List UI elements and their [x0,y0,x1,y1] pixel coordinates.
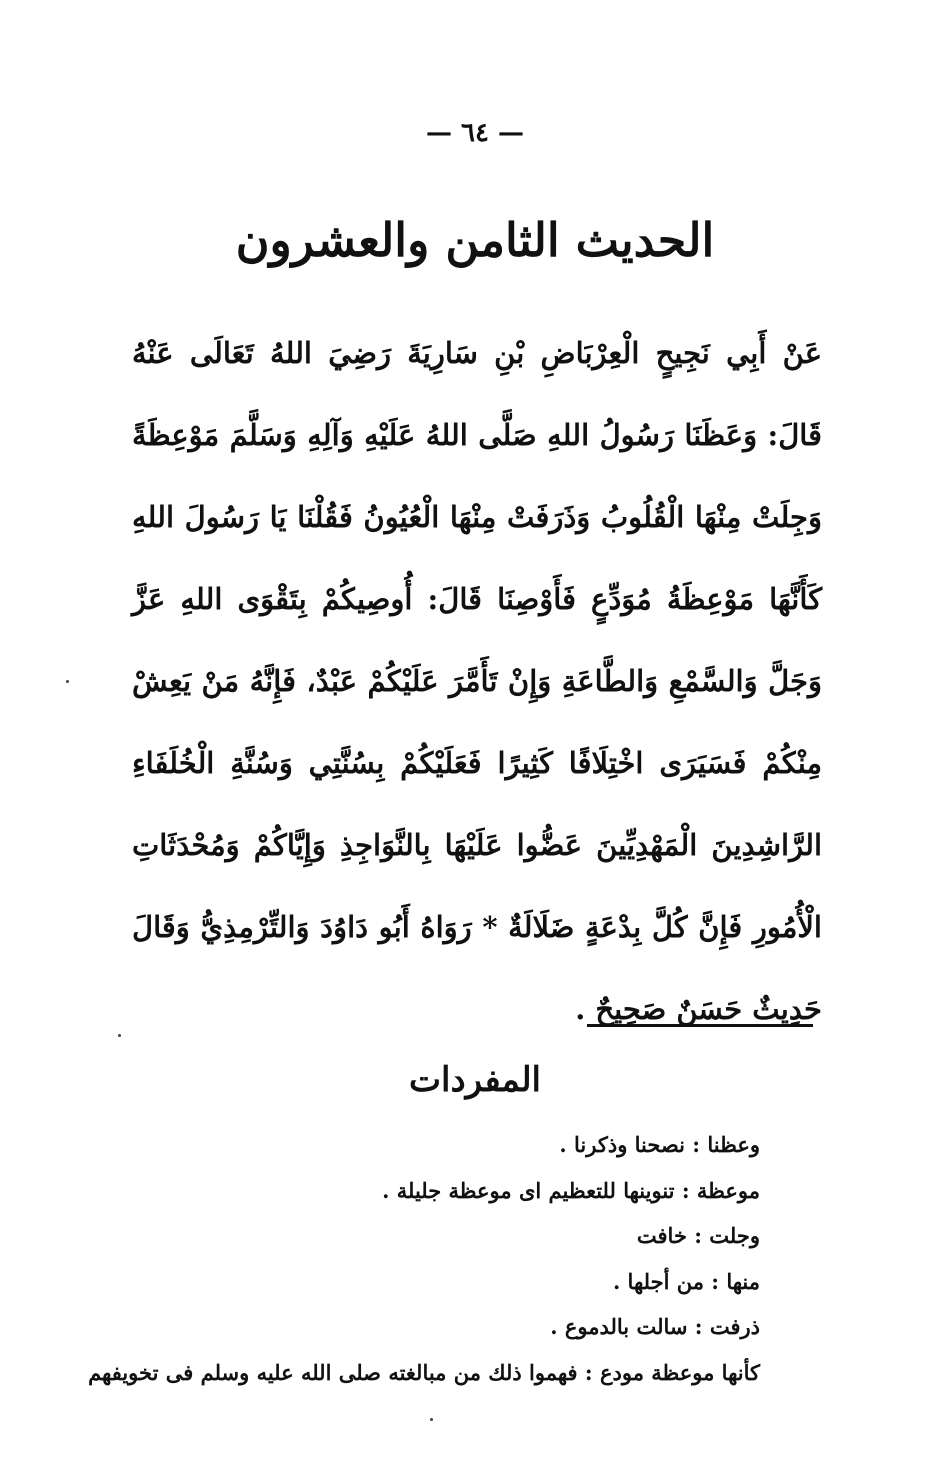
vocabulary-item: موعظة : تنوينها للتعظيم اى موعظة جليلة . [382,1177,760,1203]
vocabulary-item: منها : من أجلها . [612,1268,760,1294]
section-divider [587,1024,813,1027]
paper-speck [66,680,69,683]
page-number: — ٦٤ — [425,118,525,148]
hadith-heading: الحديث الثامن والعشرون [235,213,715,267]
vocabulary-item: كأنها موعظة مودع : فهموا ذلك من مبالغته صلى الله عليه وسلم فى تخويفهم [88,1359,760,1385]
vocabulary-item: وعظنا : نصحنا وذكرنا . [559,1132,760,1157]
vocabulary-list [80,1122,760,1395]
vocabulary-item: وجلت : خافت [636,1223,760,1248]
paper-speck [118,1034,121,1037]
vocabulary-item: ذرفت : سالت بالدموع . [550,1314,760,1339]
vocabulary-heading: المفردات [408,1060,541,1100]
paper-speck [430,1418,433,1421]
hadith-text: عَنْ أَبِي نَجِيحٍ الْعِرْبَاضِ بْنِ سَارِيَةَ رَضِيَ اللهُ تَعَالَى عَنْهُ قَالَ: وَعَظَنَا رَسُولُ اللهِ صَلَّى اللهُ عَلَيْهِ وَآلِهِ وَسَلَّمَ مَوْعِظَةً وَجِلَتْ مِنْهَا الْقُلُوبُ وَذَرَفَتْ مِنْهَا الْعُيُونُ فَقُلْنَا يَا رَسُولَ اللهِ كَأَنَّهَا مَوْعِظَةُ مُوَدِّعٍ فَأَوْصِنَا قَالَ: أُوصِيكُمْ بِتَقْوَى اللهِ عَزَّ وَجَلَّ وَالسَّمْعِ وَالطَّاعَةِ وَإِنْ تَأَمَّرَ عَلَيْكُمْ عَبْدٌ، فَإِنَّهُ مَنْ يَعِشْ مِنْكُمْ فَسَيَرَى اخْتِلَافًا كَثِيرًا فَعَلَيْكُمْ بِسُنَّتِي وَسُنَّةِ الْخُلَفَاءِ الرَّاشِدِينَ الْمَهْدِيِّينَ عَضُّوا عَلَيْهَا بِالنَّوَاجِذِ وَإِيَّاكُمْ وَمُحْدَثَاتِ الْأُمُورِ فَإِنَّ كُلَّ بِدْعَةٍ ضَلَالَةٌ * رَوَاهُ أَبُو دَاوُدَ وَالتِّرْمِذِيُّ وَقَالَ حَدِيثٌ حَسَنٌ صَحِيحٌ . [132,336,822,1026]
